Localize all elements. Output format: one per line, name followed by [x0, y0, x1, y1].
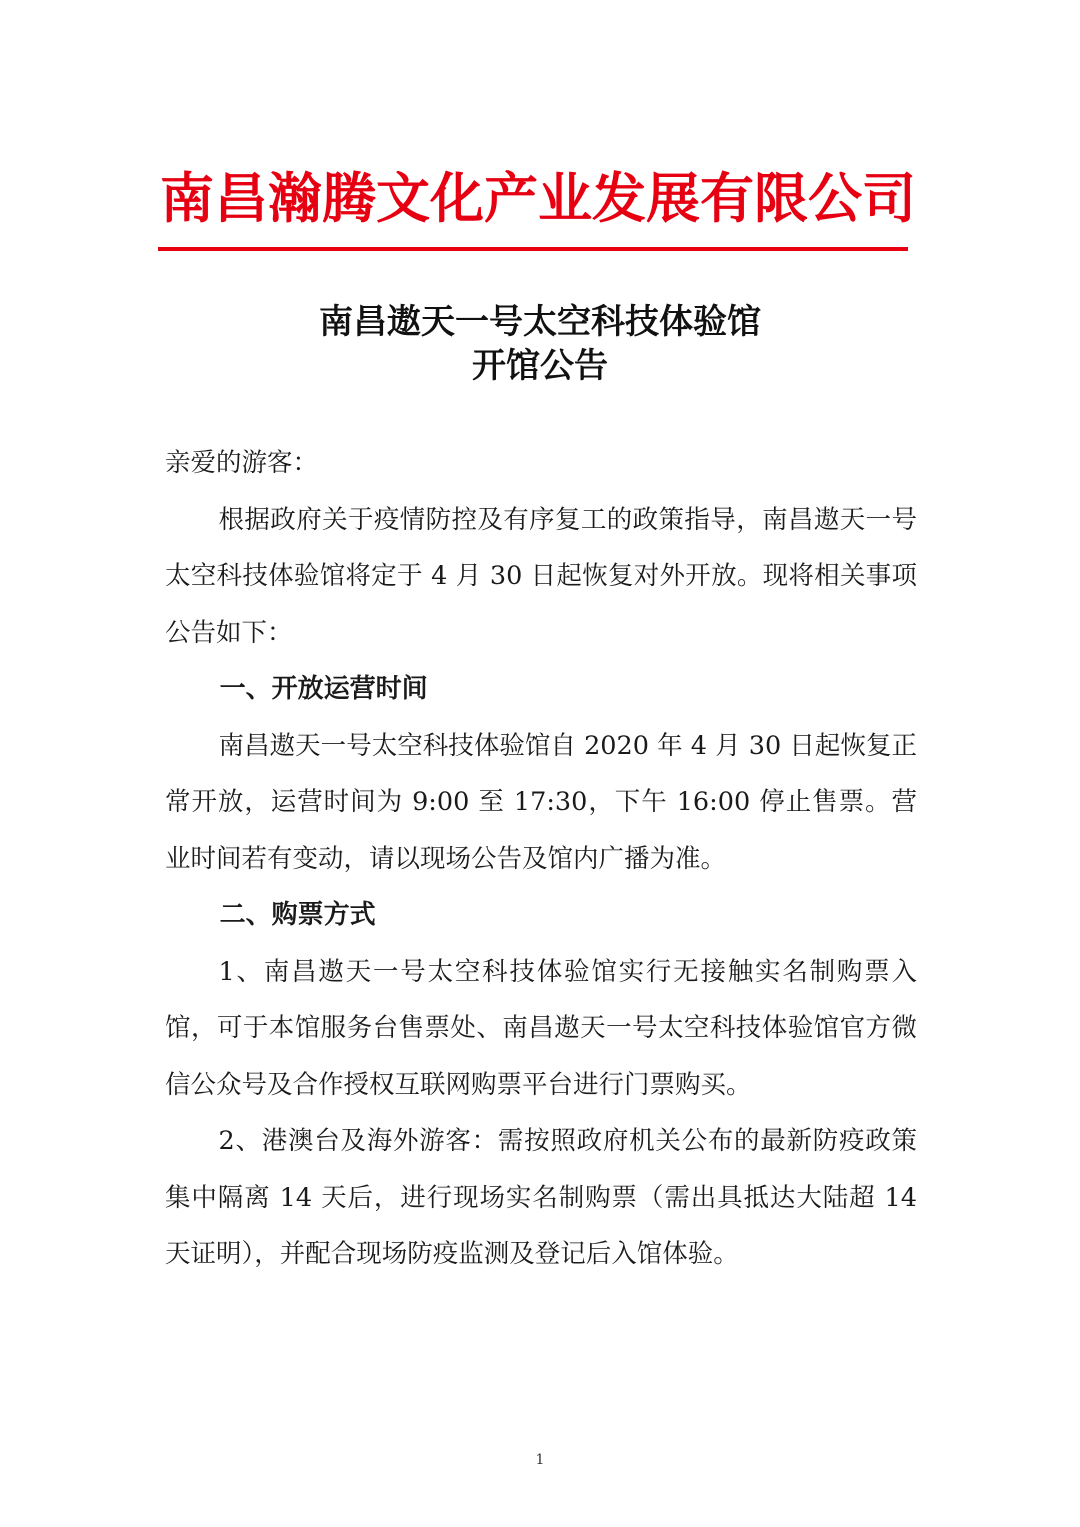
document-title: [160, 300, 920, 388]
section-1-paragraph: 南昌遨天一号太空科技体验馆自 2020 年 4 月 30 日起恢复正常开放，运营时间为 9:00 至 17:30，下午 16:00 停止售票。营业时间若有变动，请以现场公告及馆内广播为准。: [165, 730, 917, 874]
page-number: 1: [535, 1452, 545, 1468]
salutation: 亲爱的游客：: [165, 448, 319, 478]
document-title-line-1: 南昌遨天一号太空科技体验馆: [319, 302, 761, 342]
letterhead-divider: [158, 247, 908, 251]
section-2-heading: 二、购票方式: [219, 900, 376, 930]
section-2-item-2: 2、港澳台及海外游客：需按照政府机关公布的最新防疫政策集中隔离 14 天后，进行现场实名制购票（需出具抵达大陆超 14 天证明），并配合现场防疫监测及登记后入馆体验。: [165, 1126, 917, 1269]
document-title-line-2: 开馆公告: [472, 346, 608, 386]
section-2-item-1: 1、南昌遨天一号太空科技体验馆实行无接触实名制购票入馆，可于本馆服务台售票处、南昌遨天一号太空科技体验馆官方微信公众号及合作授权互联网购票平台进行门票购买。: [165, 956, 917, 1100]
intro-paragraph: 根据政府关于疫情防控及有序复工的政策指导，南昌遨天一号太空科技体验馆将定于 4 月 30 日起恢复对外开放。现将相关事项公告如下：: [165, 504, 917, 648]
section-1-heading: 一、开放运营时间: [219, 674, 428, 704]
letterhead-company-name: 南昌瀚腾文化产业发展有限公司: [160, 166, 916, 230]
document-body: [165, 435, 917, 1283]
